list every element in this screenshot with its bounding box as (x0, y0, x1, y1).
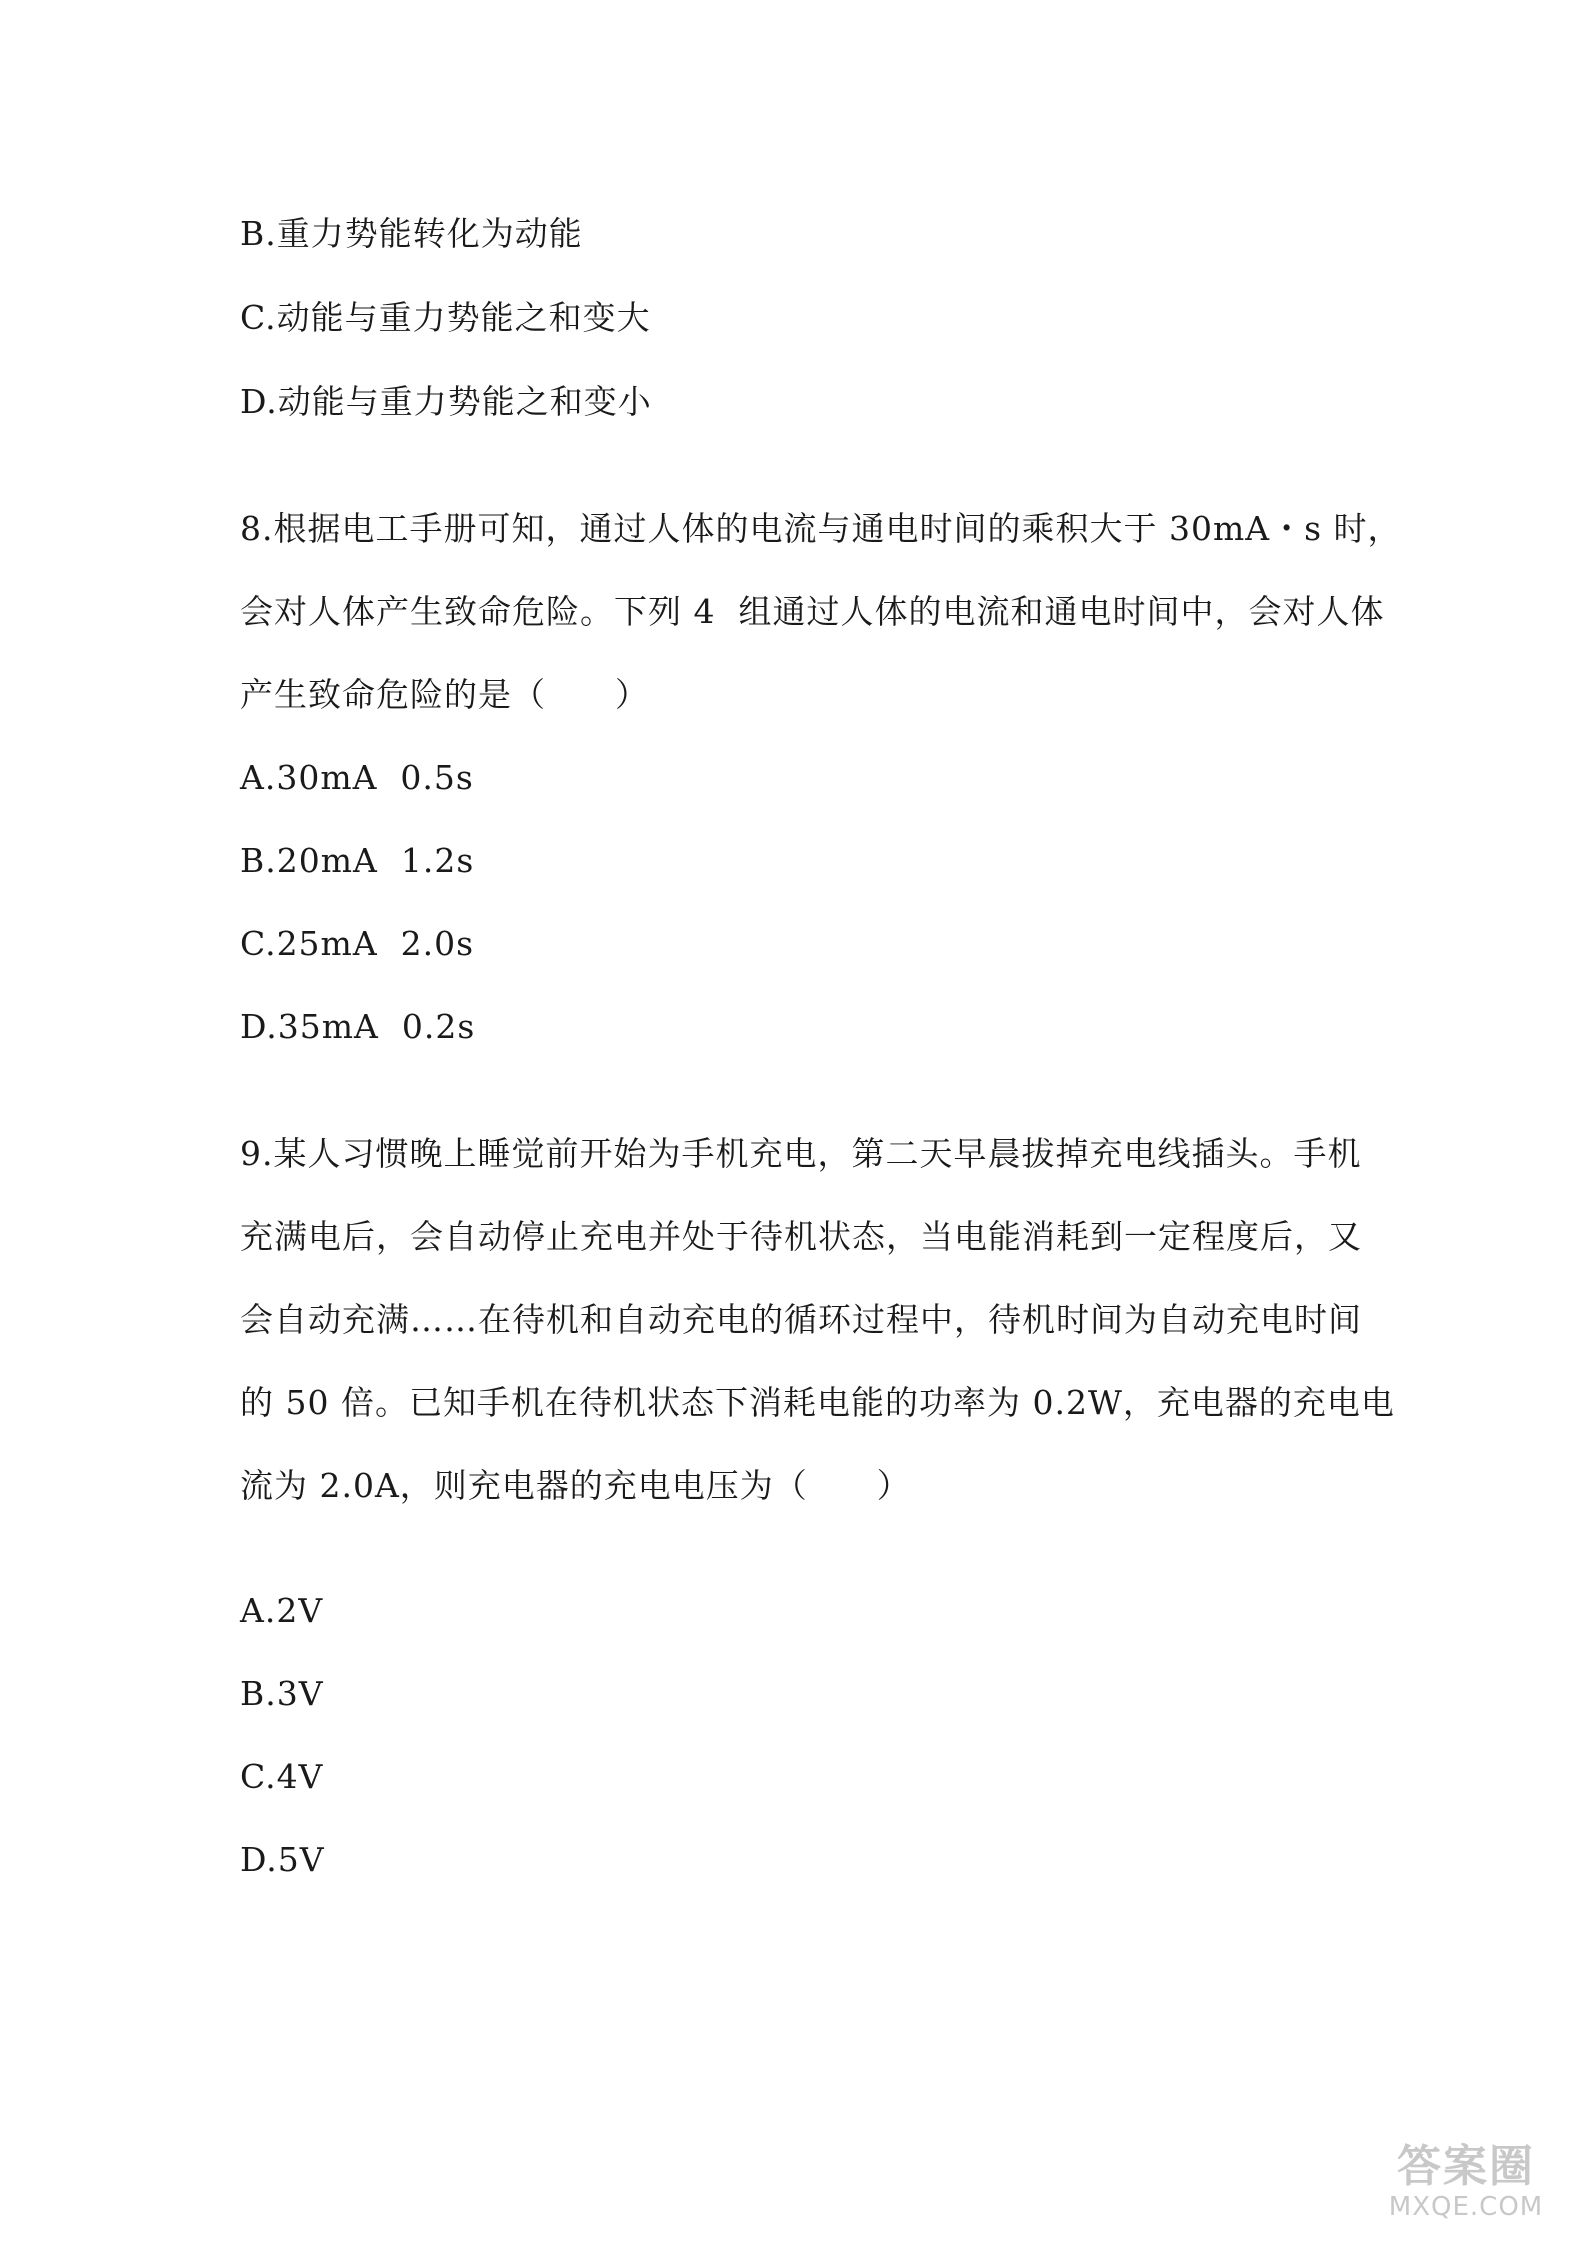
q7-option-b: B.重力势能转化为动能 (240, 214, 583, 253)
q9-option-d: D.5V (240, 1840, 325, 1879)
q8-stem-line-2: 会对人体产生致命危险。下列 4 组通过人体的电流和通电时间中，会对人体 (240, 592, 1385, 631)
q8-stem-line-1: 8.根据电工手册可知，通过人体的电流与通电时间的乘积大于 30mA・s 时， (240, 509, 1402, 548)
watermark-logo: 答案圈 (1397, 2141, 1535, 2192)
q9-stem-line-2: 充满电后，会自动停止充电并处于待机状态，当电能消耗到一定程度后，又 (240, 1217, 1362, 1256)
q7-option-d: D.动能与重力势能之和变小 (240, 382, 652, 421)
watermark-url: MXQE.COM (1388, 2192, 1544, 2222)
q9-option-a: A.2V (240, 1591, 324, 1630)
q9-option-c: C.4V (240, 1757, 324, 1796)
q9-stem-line-5: 流为 2.0A，则充电器的充电电压为（ ） (240, 1466, 911, 1505)
q9-stem-line-4: 的 50 倍。已知手机在待机状态下消耗电能的功率为 0.2W，充电器的充电电 (240, 1383, 1395, 1422)
watermark (1371, 2143, 1561, 2233)
q9-stem-line-3: 会自动充满……在待机和自动充电的循环过程中，待机时间为自动充电时间 (240, 1300, 1362, 1339)
q8-option-d: D.35mA 0.2s (240, 1007, 476, 1046)
q9-option-b: B.3V (240, 1674, 324, 1713)
q7-option-c: C.动能与重力势能之和变大 (240, 298, 651, 337)
q8-stem-line-3: 产生致命危险的是（ ） (240, 675, 649, 714)
q8-option-a: A.30mA 0.5s (240, 758, 474, 797)
q9-stem-line-1: 9.某人习惯晚上睡觉前开始为手机充电，第二天早晨拔掉充电线插头。手机 (240, 1134, 1362, 1173)
q8-option-c: C.25mA 2.0s (240, 924, 475, 963)
q8-option-b: B.20mA 1.2s (240, 841, 475, 880)
